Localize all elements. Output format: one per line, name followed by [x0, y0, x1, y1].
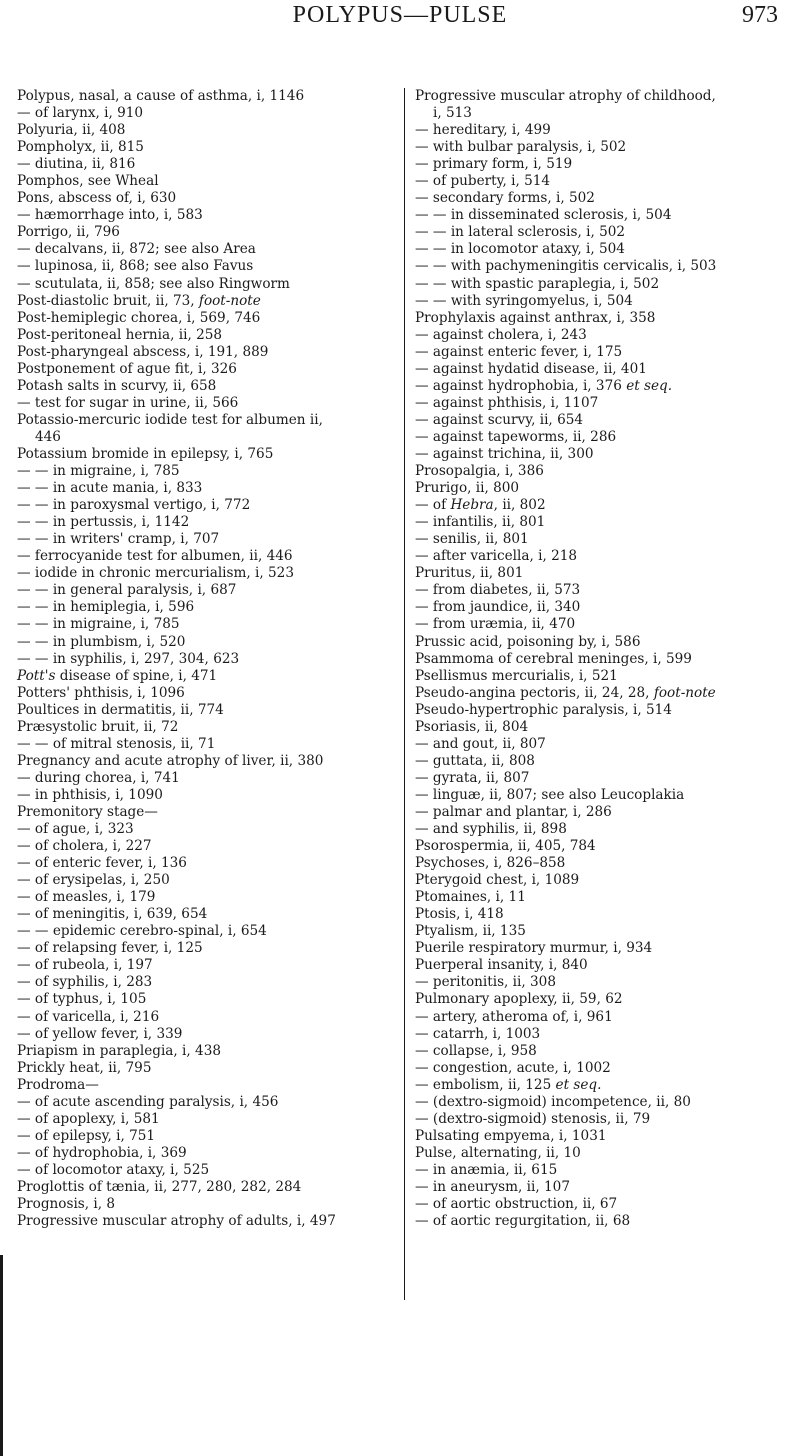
- index-entry: — of aortic obstruction, ii, 67: [415, 1196, 618, 1213]
- index-entry: — test for sugar in urine, ii, 566: [17, 394, 239, 411]
- index-entry: Prosopalgia, i, 386: [415, 463, 544, 480]
- index-entry: Pons, abscess of, i, 630: [17, 190, 177, 207]
- index-entry: Pomphos, see Wheal: [17, 173, 159, 190]
- index-entry: — of syphilis, i, 283: [17, 974, 153, 991]
- index-entry: — infantilis, ii, 801: [415, 514, 546, 531]
- index-entry: — lupinosa, ii, 868; see also Favus: [17, 258, 254, 275]
- index-entry: Prickly heat, ii, 795: [17, 1059, 152, 1076]
- index-entry: Pruritus, ii, 801: [415, 565, 524, 582]
- index-entry: Pompholyx, ii, 815: [17, 139, 144, 156]
- index-entry: — of apoplexy, i, 581: [17, 1110, 160, 1127]
- index-entry: Progressive muscular atrophy of adults, i, 497: [17, 1213, 336, 1230]
- index-entry: — against hydrophobia, i, 376 et seq.: [415, 377, 673, 394]
- index-entry: — guttata, ii, 808: [415, 752, 535, 769]
- index-entry: Progressive muscular atrophy of childhood,: [415, 88, 716, 104]
- index-entry: Postponement of ague fit, i, 326: [17, 360, 237, 377]
- column-divider: [404, 88, 405, 1300]
- index-entry: — congestion, acute, i, 1002: [415, 1059, 611, 1076]
- index-entry: — from diabetes, ii, 573: [415, 582, 581, 599]
- index-entry: — of yellow fever, i, 339: [17, 1025, 183, 1042]
- index-entry: Potassio-mercuric iodide test for albumen ii,: [17, 411, 323, 428]
- index-entry: — of locomotor ataxy, i, 525: [17, 1161, 210, 1178]
- index-entry: — and gout, ii, 807: [415, 735, 546, 752]
- index-entry: Prussic acid, poisoning by, i, 586: [415, 633, 641, 650]
- index-entry: — — in syphilis, i, 297, 304, 623: [17, 650, 240, 667]
- index-entry: — of ague, i, 323: [17, 821, 134, 838]
- index-entry: Porrigo, ii, 796: [17, 224, 120, 241]
- index-entry: — — in migraine, i, 785: [17, 463, 180, 480]
- index-entry: — — in paroxysmal vertigo, i, 772: [17, 497, 251, 514]
- index-column-left: [17, 88, 379, 1230]
- index-entry: — and syphilis, ii, 898: [415, 821, 567, 838]
- index-entry: — of Hebra, ii, 802: [415, 497, 546, 514]
- index-entry: — ferrocyanide test for albumen, ii, 446: [17, 548, 293, 565]
- index-entry: — hereditary, i, 499: [415, 122, 551, 139]
- index-entry: Post-diastolic bruit, ii, 73, foot-note: [17, 292, 261, 309]
- index-entry: Potash salts in scurvy, ii, 658: [17, 377, 217, 394]
- index-entry: Potassium bromide in epilepsy, i, 765: [17, 445, 274, 462]
- index-entry: — primary form, i, 519: [415, 156, 573, 173]
- index-entry: — linguæ, ii, 807; see also Leucoplakia: [415, 786, 685, 803]
- index-entry: — embolism, ii, 125 et seq.: [415, 1076, 602, 1093]
- page-number: 973: [742, 2, 778, 28]
- index-entry: i, 513: [433, 105, 472, 122]
- index-entry: — (dextro-sigmoid) incompetence, ii, 80: [415, 1093, 691, 1110]
- index-entry: — of relapsing fever, i, 125: [17, 940, 203, 957]
- index-entry: Psoriasis, ii, 804: [415, 718, 529, 735]
- index-entry: Potters' phthisis, i, 1096: [17, 684, 185, 701]
- index-entry: Ptyalism, ii, 135: [415, 923, 526, 940]
- index-entry: Prodroma—: [17, 1076, 99, 1093]
- index-entry: — of meningitis, i, 639, 654: [17, 906, 208, 923]
- index-entry: — — in pertussis, i, 1142: [17, 514, 190, 531]
- index-entry: — from uræmia, ii, 470: [415, 616, 576, 633]
- index-entry: — in phthisis, i, 1090: [17, 786, 163, 803]
- index-entry: — iodide in chronic mercurialism, i, 523: [17, 565, 294, 582]
- index-entry: Pseudo-hypertrophic paralysis, i, 514: [415, 701, 672, 718]
- index-entry: — of acute ascending paralysis, i, 456: [17, 1093, 279, 1110]
- index-entry: — against enteric fever, i, 175: [415, 343, 623, 360]
- index-entry: Prophylaxis against anthrax, i, 358: [415, 309, 656, 326]
- index-entry: 446: [35, 428, 61, 445]
- index-entry: Pseudo-angina pectoris, ii, 24, 28, foot-note: [415, 684, 716, 701]
- index-entry: — of puberty, i, 514: [415, 173, 551, 190]
- index-entry: Pregnancy and acute atrophy of liver, ii, 380: [17, 752, 324, 769]
- index-entry: — of aortic regurgitation, ii, 68: [415, 1213, 631, 1230]
- index-entry: Pulmonary apoplexy, ii, 59, 62: [415, 991, 623, 1008]
- index-entry: — of cholera, i, 227: [17, 838, 152, 855]
- index-entry: — — in hemiplegia, i, 596: [17, 599, 195, 616]
- index-entry: Pott's disease of spine, i, 471: [17, 667, 218, 684]
- index-entry: — against tapeworms, ii, 286: [415, 428, 617, 445]
- index-entry: Priapism in paraplegia, i, 438: [17, 1042, 221, 1059]
- index-entry: — after varicella, i, 218: [415, 548, 578, 565]
- index-entry: — against scurvy, ii, 654: [415, 411, 584, 428]
- index-entry: Pterygoid chest, i, 1089: [415, 872, 580, 889]
- index-entry: — palmar and plantar, i, 286: [415, 803, 612, 820]
- index-entry: — — in plumbism, i, 520: [17, 633, 186, 650]
- index-entry: — of erysipelas, i, 250: [17, 872, 170, 889]
- index-entry: Prurigo, ii, 800: [415, 480, 520, 497]
- index-entry: — of epilepsy, i, 751: [17, 1127, 156, 1144]
- index-entry: — during chorea, i, 741: [17, 769, 180, 786]
- index-entry: — — with spastic paraplegia, i, 502: [415, 275, 660, 292]
- index-entry: — against trichina, ii, 300: [415, 445, 594, 462]
- page-header: [0, 2, 800, 42]
- index-entry: — catarrh, i, 1003: [415, 1025, 541, 1042]
- index-entry: Psammoma of cerebral meninges, i, 599: [415, 650, 692, 667]
- index-entry: — senilis, ii, 801: [415, 531, 529, 548]
- index-entry: Premonitory stage—: [17, 803, 158, 820]
- index-column-right: [415, 88, 777, 1230]
- index-entry: — secondary forms, i, 502: [415, 190, 595, 207]
- index-entry: — collapse, i, 958: [415, 1042, 537, 1059]
- index-entry: — — in acute mania, i, 833: [17, 480, 203, 497]
- index-entry: — with bulbar paralysis, i, 502: [415, 139, 627, 156]
- index-entry: — in aneurysm, ii, 107: [415, 1179, 570, 1195]
- index-entry: — — in migraine, i, 785: [17, 616, 180, 633]
- index-entry: — of typhus, i, 105: [17, 991, 147, 1008]
- index-entry: — — of mitral stenosis, ii, 71: [17, 735, 216, 752]
- index-entry: — peritonitis, ii, 308: [415, 974, 556, 991]
- index-entry: — against hydatid disease, ii, 401: [415, 360, 647, 377]
- index-entry: — artery, atheroma of, i, 961: [415, 1008, 613, 1025]
- index-entry: — in anæmia, ii, 615: [415, 1161, 558, 1178]
- index-entry: — of measles, i, 179: [17, 889, 156, 906]
- index-entry: Pulse, alternating, ii, 10: [415, 1144, 581, 1161]
- margin-rule: [0, 1255, 3, 1456]
- index-entry: — against cholera, i, 243: [415, 326, 587, 343]
- index-entry: Prognosis, i, 8: [17, 1196, 116, 1213]
- index-entry: — — in disseminated sclerosis, i, 504: [415, 207, 672, 224]
- index-entry: Ptosis, i, 418: [415, 906, 504, 923]
- index-entry: — of rubeola, i, 197: [17, 957, 153, 974]
- index-entry: — — epidemic cerebro-spinal, i, 654: [17, 923, 267, 940]
- index-entry: Puerile respiratory murmur, i, 934: [415, 940, 653, 957]
- index-entry: Polyuria, ii, 408: [17, 122, 126, 139]
- index-entry: — decalvans, ii, 872; see also Area: [17, 241, 256, 258]
- index-entry: Post-hemiplegic chorea, i, 569, 746: [17, 309, 261, 326]
- index-entry: — — in writers' cramp, i, 707: [17, 531, 220, 548]
- index-entry: — diutina, ii, 816: [17, 156, 136, 173]
- index-entry: Psorospermia, ii, 405, 784: [415, 838, 596, 855]
- index-entry: — from jaundice, ii, 340: [415, 599, 581, 616]
- index-entry: — — with syringomyelus, i, 504: [415, 292, 633, 309]
- index-entry: Psychoses, i, 826–858: [415, 855, 566, 872]
- index-entry: — scutulata, ii, 858; see also Ringworm: [17, 275, 290, 292]
- index-entry: — — in general paralysis, i, 687: [17, 582, 237, 599]
- index-entry: — gyrata, ii, 807: [415, 769, 530, 786]
- index-entry: — — in lateral sclerosis, i, 502: [415, 224, 626, 241]
- index-entry: — of larynx, i, 910: [17, 105, 144, 122]
- index-entry: — (dextro-sigmoid) stenosis, ii, 79: [415, 1110, 651, 1127]
- index-entry: Post-peritoneal hernia, ii, 258: [17, 326, 223, 343]
- index-entry: — — with pachymeningitis cervicalis, i, 503: [415, 258, 717, 275]
- index-entry: Post-pharyngeal abscess, i, 191, 889: [17, 343, 269, 360]
- index-entry: — against phthisis, i, 1107: [415, 394, 599, 411]
- index-entry: Puerperal insanity, i, 840: [415, 957, 588, 974]
- index-entry: Pulsating empyema, i, 1031: [415, 1127, 607, 1144]
- running-head: POLYPUS—PULSE: [292, 2, 508, 28]
- index-entry: — — in locomotor ataxy, i, 504: [415, 241, 625, 258]
- index-entry: Psellismus mercurialis, i, 521: [415, 667, 618, 684]
- index-entry: Poultices in dermatitis, ii, 774: [17, 701, 224, 718]
- index-entry: Proglottis of tænia, ii, 277, 280, 282, 284: [17, 1179, 302, 1195]
- index-entry: Polypus, nasal, a cause of asthma, i, 1146: [17, 88, 305, 104]
- index-entry: — hæmorrhage into, i, 583: [17, 207, 203, 224]
- index-entry: — of varicella, i, 216: [17, 1008, 160, 1025]
- index-entry: Præsystolic bruit, ii, 72: [17, 718, 179, 735]
- index-entry: Ptomaines, i, 11: [415, 889, 526, 906]
- index-entry: — of enteric fever, i, 136: [17, 855, 187, 872]
- index-entry: — of hydrophobia, i, 369: [17, 1144, 187, 1161]
